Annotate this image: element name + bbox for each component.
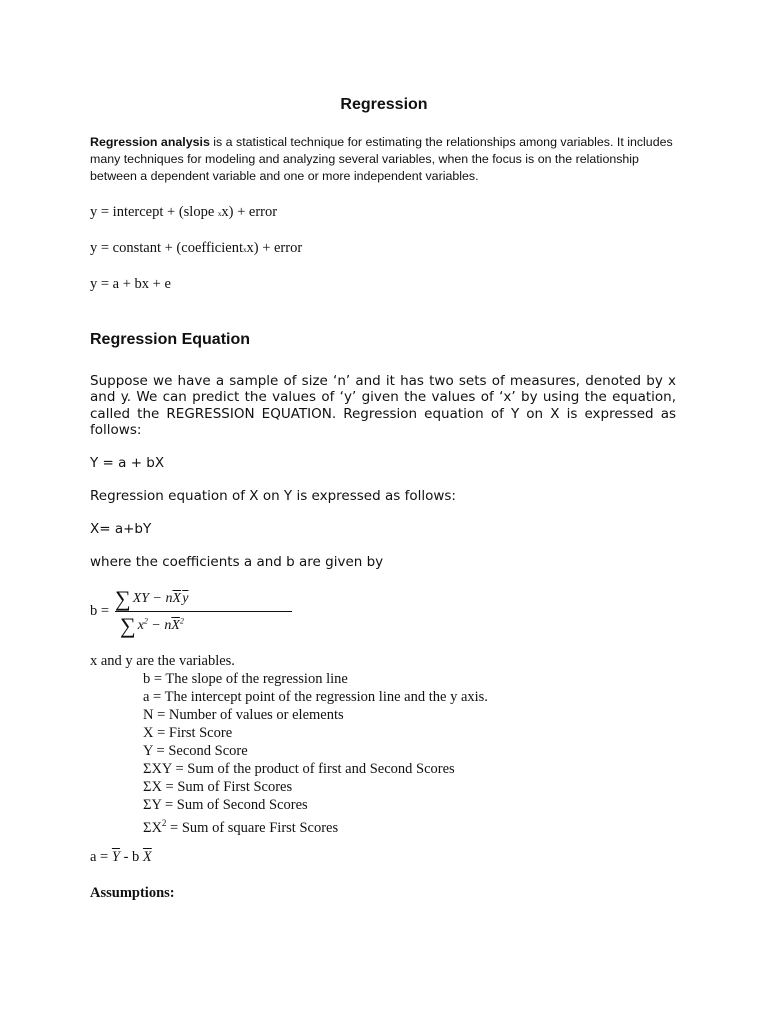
document-title: Regression: [340, 96, 428, 113]
equation-constant-coefficient: y = constant + (coefficientxx) + error: [90, 240, 303, 256]
definition-item: a = The intercept point of the regression line and the y axis.: [143, 689, 488, 705]
definition-item: ΣY = Sum of Second Scores: [143, 797, 308, 813]
definition-item: ΣX = Sum of First Scores: [143, 779, 293, 795]
equation-x-on-y: X= a+bY: [90, 521, 152, 537]
intro-text: is a statistical technique for estimating the relationships among variables. It includes many techniques for modeling and analyzing several variables, when the focus is on the relationship between a dependent variable and one or more independent variables.: [90, 135, 673, 183]
coefficient-intro: where the coefficients a and b are given by: [90, 554, 384, 570]
section-heading: Regression Equation: [90, 331, 251, 348]
definition-item: $\Sigma X^2$ = Sum of square First Scores: [143, 818, 339, 836]
definition-item: b = The slope of the regression line: [143, 671, 348, 687]
definition-item: N = Number of values or elements: [143, 707, 344, 723]
equation-y-on-x: Y = a + bX: [90, 455, 165, 471]
definition-item: X = First Score: [143, 725, 233, 741]
equation-intercept-slope: y = intercept + (slope xx) + error: [90, 204, 278, 220]
definition-item: Y = Second Score: [143, 743, 248, 759]
intro-bold-lead: Regression analysis: [90, 135, 210, 149]
regression-paragraph: Suppose we have a sample of size ‘n’ and it has two sets of measures, denoted by x and y. We can predict the values of ‘y’ given the values of ‘x’ by using the equation, called the REGRESSION EQUATION. Regression equation of Y on X is expressed as follows:: [90, 373, 676, 439]
formula-a: $a = \overline{Y} - b$ $\overline{X}$: [90, 849, 152, 865]
formula-b-denominator: ∑ $x^2 - n\overline{X}^2$: [120, 613, 184, 638]
formula-b-lhs: b =: [90, 603, 110, 619]
formula-b-numerator: ∑ XY − $n\overline{X}$ $\overline{y}$: [115, 586, 189, 611]
definition-item: ΣXY = Sum of the product of first and Second Scores: [143, 761, 455, 777]
definitions-list: [143, 670, 488, 837]
x-on-y-intro: Regression equation of X on Y is expressed as follows:: [90, 488, 456, 504]
fraction-bar: [115, 611, 292, 612]
assumptions-heading: Assumptions:: [90, 885, 175, 901]
intro-paragraph: [90, 134, 680, 185]
variables-intro: x and y are the variables.: [90, 653, 235, 669]
equation-short-form: y = a + bx + e: [90, 276, 171, 292]
formula-b: [90, 586, 230, 638]
